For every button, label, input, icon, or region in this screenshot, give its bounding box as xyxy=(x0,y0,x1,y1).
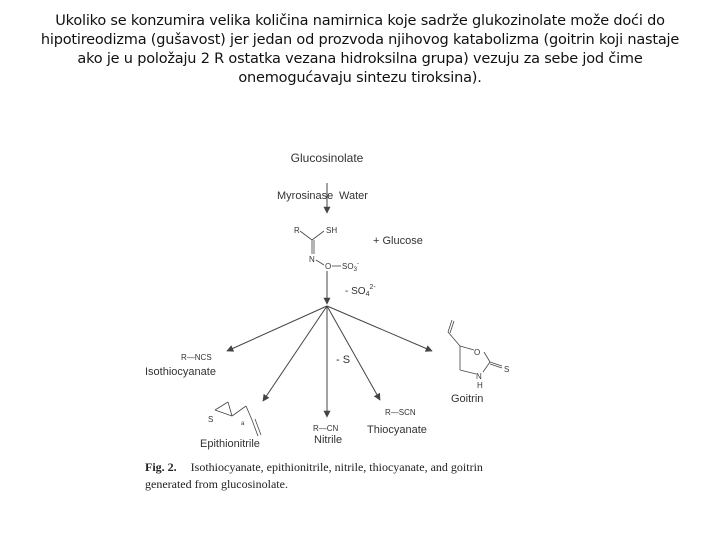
nitrile-label: Nitrile xyxy=(314,434,343,446)
goitrin-n-atom: N xyxy=(476,372,482,381)
epithionitrile-s-atom: S xyxy=(208,415,214,424)
epithionitrile-structure xyxy=(215,402,261,436)
branch-arrows xyxy=(227,306,432,417)
goitrin-s-atom: S xyxy=(504,365,510,374)
minus-so4-label: - $SO_4^{2-}$ xyxy=(345,284,376,298)
goitrin-label: Goitrin xyxy=(451,393,484,405)
nitrile-formula: R—CN xyxy=(313,424,339,433)
slide-text: Ukoliko se konzumira velika količina namirnica koje sadrže glukozinolate može doći do hipotireodizma (gušavost) jer jedan od prozvoda njihovog katabolizma (goitrin koji nastaje ako je u položaju 2 R ostatka vezana hidroksilna grupa) vezuju za sebe jod čime onemogućavaju sintezu tiroksina). xyxy=(40,13,680,86)
isothiocyanate-label: Isothiocyanate xyxy=(145,366,216,378)
myrosinase-label: Myrosinase xyxy=(277,190,334,202)
svg-text:R: R xyxy=(294,226,300,235)
svg-text:SH: SH xyxy=(326,226,338,235)
minus-s-label: - S xyxy=(336,354,351,366)
figure-caption-line1: Fig. 2. Isothiocyanate, epithionitrile, nitrile, thiocyanate, and goitrin xyxy=(145,460,483,474)
svg-text:SO3-: $SO_3^-$ xyxy=(342,261,359,273)
goitrin-o-atom: O xyxy=(474,348,481,357)
goitrin-h-atom: H xyxy=(477,381,483,390)
plus-glucose-label: + Glucose xyxy=(373,235,423,247)
thiocyanate-label: Thiocyanate xyxy=(367,424,427,436)
svg-text:N: N xyxy=(309,255,315,264)
goitrin-structure xyxy=(448,320,502,374)
water-label: Water xyxy=(339,190,368,202)
isothiocyanate-formula: R—NCS xyxy=(181,353,212,362)
arrow-to-thiocyanate xyxy=(327,306,380,400)
figure-caption-line2: generated from glucosinolate. xyxy=(145,477,288,491)
intermediate-structure xyxy=(294,226,359,273)
epithionitrile-a-atom: a xyxy=(241,421,245,427)
arrow-to-goitrin xyxy=(327,306,432,351)
epithionitrile-label: Epithionitrile xyxy=(200,438,260,450)
svg-text:O: O xyxy=(325,262,332,271)
thiocyanate-formula: R—SCN xyxy=(385,408,416,417)
glucosinolate-label: Glucosinolate xyxy=(290,151,364,165)
